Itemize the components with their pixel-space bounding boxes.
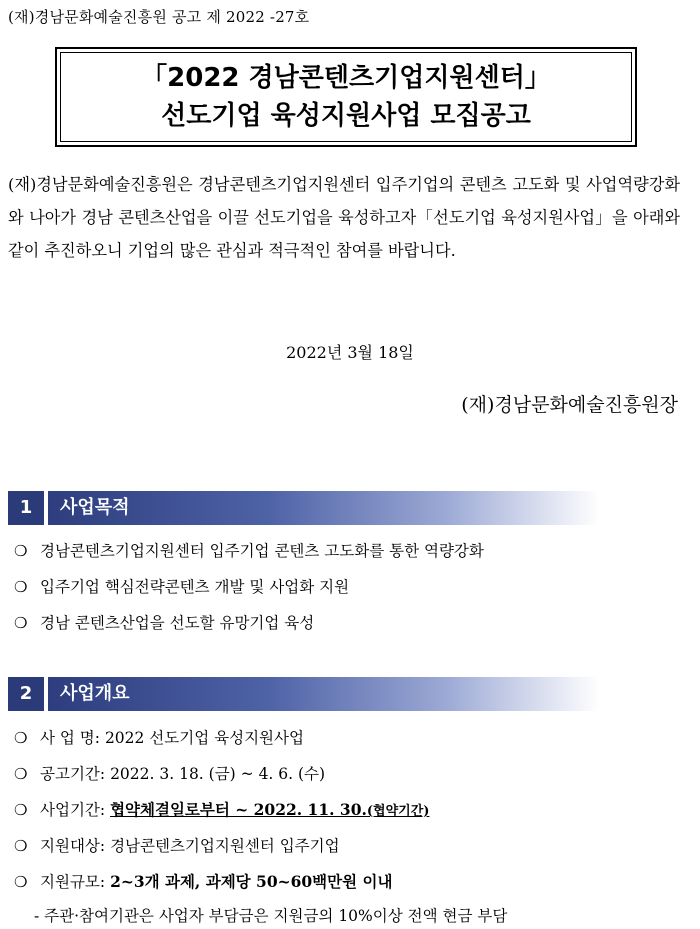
section-number: 2 xyxy=(8,677,44,711)
circle-bullet-icon: ❍ xyxy=(14,729,28,747)
section-header-purpose xyxy=(8,491,600,525)
item-label: 사 업 명: xyxy=(40,729,100,747)
title-box xyxy=(55,47,637,147)
item-label: 공고기간: xyxy=(40,765,106,783)
item-note: (협약기간) xyxy=(366,804,430,819)
circle-bullet-icon: ❍ xyxy=(14,614,28,632)
circle-bullet-icon: ❍ xyxy=(14,873,28,891)
item-value: 경남콘텐츠기업지원센터 입주기업 xyxy=(110,837,340,855)
signer: (재)경남문화예술진흥원장 xyxy=(461,394,678,416)
circle-bullet-icon: ❍ xyxy=(14,801,28,819)
section-gradient-bar xyxy=(48,677,600,711)
list-item-text: 경남 콘텐츠산업을 선도할 유망기업 육성 xyxy=(40,614,315,632)
intro-paragraph: (재)경남문화예술진흥원은 경남콘텐츠기업지원센터 입주기업의 콘텐츠 고도화 및 사업역량강화와 나아가 경남 콘텐츠산업을 이끌 선도기업을 육성하고자「선도기업 육성지원사업」을 아래와 같이 추진하오니 기업의 많은 관심과 적극적인 참여를 바랍니다. xyxy=(8,175,680,260)
section-header-overview xyxy=(8,677,600,711)
item-label: 지원대상: xyxy=(40,837,106,855)
section-number: 1 xyxy=(8,491,44,525)
circle-bullet-icon: ❍ xyxy=(14,765,28,783)
item-value: 협약체결일로부터 ~ 2022. 11. 30. xyxy=(110,800,367,819)
overview-item-name xyxy=(14,726,304,748)
list-item xyxy=(14,539,484,561)
list-item-text: 경남콘텐츠기업지원센터 입주기업 콘텐츠 고도화를 통한 역량강화 xyxy=(40,542,484,560)
list-item-text: 입주기업 핵심전략콘텐츠 개발 및 사업화 지원 xyxy=(40,578,350,596)
circle-bullet-icon: ❍ xyxy=(14,837,28,855)
overview-item-notice-period xyxy=(14,762,325,784)
overview-item-scale xyxy=(14,870,392,892)
overview-item-project-period xyxy=(14,798,429,820)
section-title: 사업목적 xyxy=(60,497,130,518)
section-gradient-bar xyxy=(48,491,600,525)
notice-number: (재)경남문화예술진흥원 공고 제 2022 -27호 xyxy=(8,8,310,26)
announcement-date: 2022년 3월 18일 xyxy=(286,343,414,362)
circle-bullet-icon: ❍ xyxy=(14,578,28,596)
title-line-1: 「2022 경남콘텐츠기업지원센터」 xyxy=(141,63,551,93)
item-label: 지원규모: xyxy=(40,873,106,891)
overview-item-target xyxy=(14,834,340,856)
item-value: 2~3개 과제, 과제당 50~60백만원 이내 xyxy=(110,872,393,891)
list-item xyxy=(14,575,349,597)
circle-bullet-icon: ❍ xyxy=(14,542,28,560)
item-value: 2022 선도기업 육성지원사업 xyxy=(104,729,304,747)
item-label: 사업기간: xyxy=(40,801,106,819)
title-line-2: 선도기업 육성지원사업 모집공고 xyxy=(161,101,531,131)
list-item xyxy=(14,611,314,633)
section-title: 사업개요 xyxy=(60,683,130,704)
funding-subnote: - 주관·참여기관은 사업자 부담금은 지원금의 10%이상 전액 현금 부담 xyxy=(34,907,508,925)
item-value: 2022. 3. 18. (금) ~ 4. 6. (수) xyxy=(110,765,326,783)
